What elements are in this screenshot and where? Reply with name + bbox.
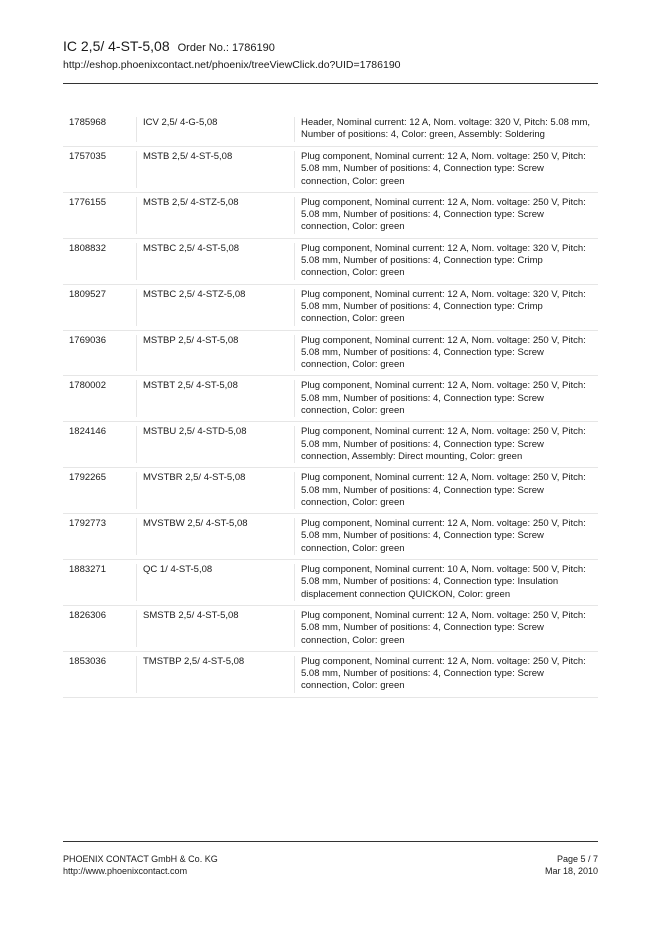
item-type: MSTBT 2,5/ 4-ST-5,08 — [136, 380, 294, 417]
item-number: 1826306 — [69, 609, 106, 621]
item-number: 1853036 — [69, 655, 106, 667]
item-description: Plug component, Nominal current: 12 A, Nom. voltage: 250 V, Pitch: 5.08 mm, Number of positions: 4, Connection type: Screw connection, Color: green — [294, 380, 598, 417]
item-description: Plug component, Nominal current: 12 A, Nom. voltage: 320 V, Pitch: 5.08 mm, Number of positions: 4, Connection type: Crimp connection, Color: green — [294, 289, 598, 326]
item-description: Plug component, Nominal current: 10 A, Nom. voltage: 500 V, Pitch: 5.08 mm, Number of positions: 4, Connection type: Insulation displacement connection QUICKON, Color: green — [294, 564, 598, 601]
item-number: 1883271 — [69, 564, 106, 576]
item-number: 1792773 — [69, 518, 106, 530]
item-type: MVSTBR 2,5/ 4-ST-5,08 — [136, 472, 294, 509]
table-row — [63, 239, 598, 285]
company-name: PHOENIX CONTACT GmbH & Co. KG — [63, 854, 218, 864]
item-number: 1776155 — [69, 196, 106, 208]
item-type: MSTBC 2,5/ 4-STZ-5,08 — [136, 289, 294, 326]
item-type: TMSTBP 2,5/ 4-ST-5,08 — [136, 656, 294, 693]
item-description: Plug component, Nominal current: 12 A, Nom. voltage: 250 V, Pitch: 5.08 mm, Number of positions: 4, Connection type: Screw connection, Color: green — [294, 656, 598, 693]
company-website: http://www.phoenixcontact.com — [63, 866, 188, 876]
item-description: Plug component, Nominal current: 12 A, Nom. voltage: 250 V, Pitch: 5.08 mm, Number of positions: 4, Connection type: Screw connection, Color: green — [294, 518, 598, 555]
page-number: Page 5 / 7 — [556, 854, 598, 864]
product-url: http://eshop.phoenixcontact.net/phoenix/treeViewClick.do?UID=1786190 — [63, 59, 401, 71]
item-type: MSTB 2,5/ 4-ST-5,08 — [136, 151, 294, 188]
order-number: Order No.: 1786190 — [177, 42, 275, 54]
table-row — [63, 560, 598, 606]
print-date: Mar 18, 2010 — [544, 866, 598, 876]
item-description: Plug component, Nominal current: 12 A, Nom. voltage: 320 V, Pitch: 5.08 mm, Number of positions: 4, Connection type: Crimp connection, Color: green — [294, 243, 598, 280]
item-description: Plug component, Nominal current: 12 A, Nom. voltage: 250 V, Pitch: 5.08 mm, Number of positions: 4, Connection type: Screw connection, Color: green — [294, 197, 598, 234]
item-type: MSTBP 2,5/ 4-ST-5,08 — [136, 335, 294, 372]
table-row — [63, 285, 598, 331]
item-number: 1824146 — [69, 426, 106, 438]
products-table — [63, 117, 598, 698]
table-row — [63, 117, 598, 147]
item-number: 1780002 — [69, 380, 106, 392]
footer-divider — [63, 841, 598, 842]
item-number: 1808832 — [69, 242, 106, 254]
item-type: SMSTB 2,5/ 4-ST-5,08 — [136, 610, 294, 647]
page-header — [63, 38, 598, 72]
item-type: MVSTBW 2,5/ 4-ST-5,08 — [136, 518, 294, 555]
item-type: MSTBU 2,5/ 4-STD-5,08 — [136, 426, 294, 463]
title-line — [63, 38, 598, 57]
item-type: ICV 2,5/ 4-G-5,08 — [136, 117, 294, 142]
item-number: 1792265 — [69, 472, 106, 484]
table-row — [63, 422, 598, 468]
table-row — [63, 376, 598, 422]
table-row — [63, 193, 598, 239]
item-description: Plug component, Nominal current: 12 A, Nom. voltage: 250 V, Pitch: 5.08 mm, Number of positions: 4, Connection type: Screw connection, Color: green — [294, 151, 598, 188]
item-number: 1769036 — [69, 334, 106, 346]
item-description: Plug component, Nominal current: 12 A, Nom. voltage: 250 V, Pitch: 5.08 mm, Number of positions: 4, Connection type: Screw connection, Assembly: Direct mounting, Color: green — [294, 426, 598, 463]
item-number: 1785968 — [69, 117, 106, 128]
item-type: QC 1/ 4-ST-5,08 — [136, 564, 294, 601]
item-type: MSTBC 2,5/ 4-ST-5,08 — [136, 243, 294, 280]
header-divider — [63, 83, 598, 84]
product-title: IC 2,5/ 4-ST-5,08 — [63, 38, 170, 54]
table-row — [63, 147, 598, 193]
item-number: 1757035 — [69, 151, 106, 162]
table-row — [63, 331, 598, 377]
item-description: Plug component, Nominal current: 12 A, Nom. voltage: 250 V, Pitch: 5.08 mm, Number of positions: 4, Connection type: Screw connection, Color: green — [294, 610, 598, 647]
table-row — [63, 514, 598, 560]
item-description: Plug component, Nominal current: 12 A, Nom. voltage: 250 V, Pitch: 5.08 mm, Number of positions: 4, Connection type: Screw connection, Color: green — [294, 335, 598, 372]
item-description: Plug component, Nominal current: 12 A, Nom. voltage: 250 V, Pitch: 5.08 mm, Number of positions: 4, Connection type: Screw connection, Color: green — [294, 472, 598, 509]
item-type: MSTB 2,5/ 4-STZ-5,08 — [136, 197, 294, 234]
table-row — [63, 606, 598, 652]
item-number: 1809527 — [69, 288, 106, 300]
table-row — [63, 468, 598, 514]
item-description: Header, Nominal current: 12 A, Nom. voltage: 320 V, Pitch: 5.08 mm, Number of positions: 4, Color: green, Assembly: Soldering — [294, 117, 598, 142]
table-row — [63, 652, 598, 698]
